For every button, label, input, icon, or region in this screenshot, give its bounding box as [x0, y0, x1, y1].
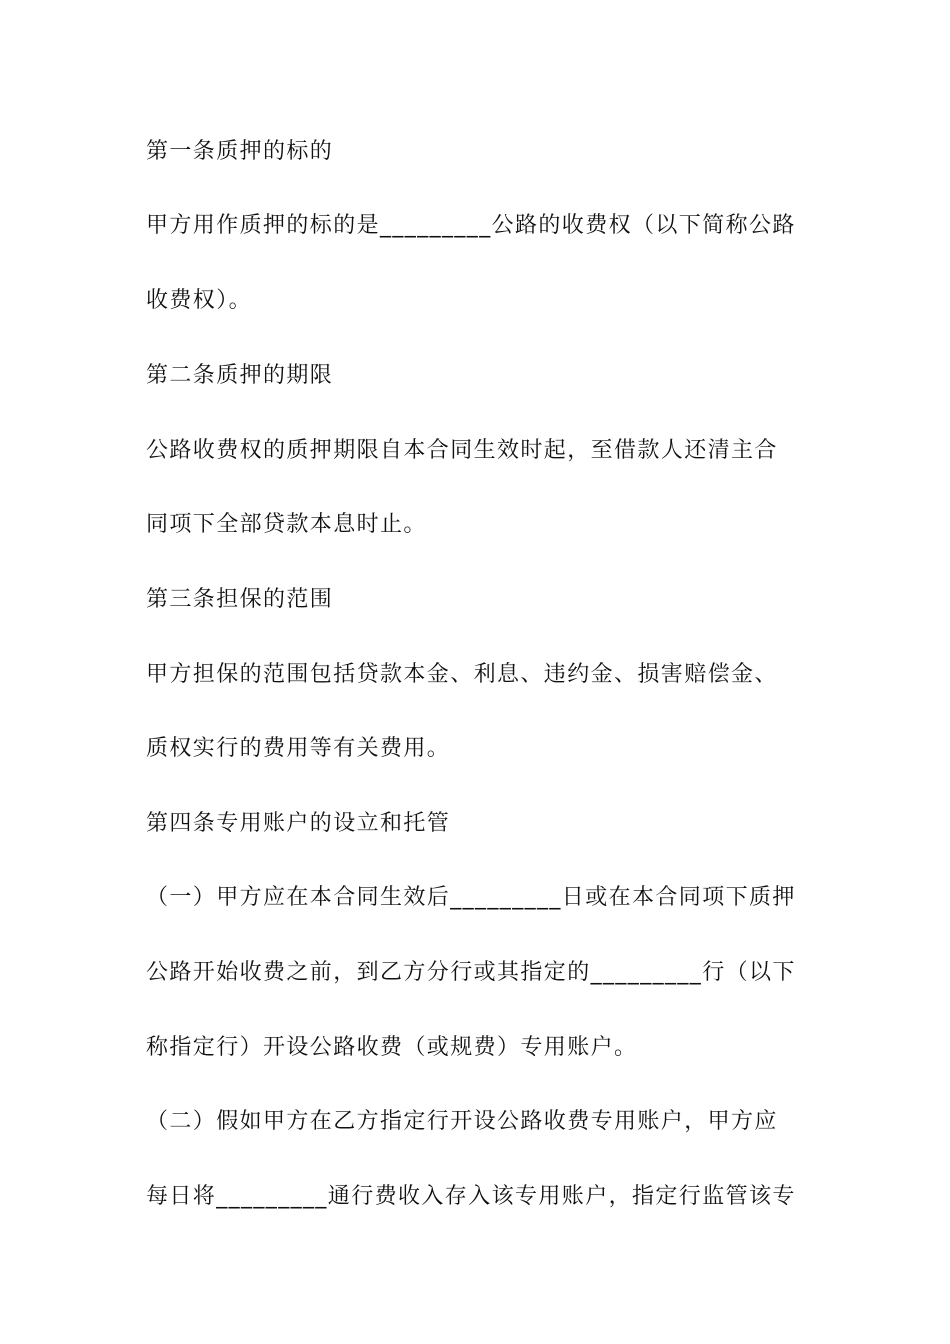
- paragraph-line: 同项下全部贷款本息时止。: [146, 512, 427, 537]
- paragraph-line: 质权实行的费用等有关费用。: [146, 736, 451, 761]
- article-1-heading: 第一条质押的标的: [146, 139, 334, 164]
- paragraph-line: 甲方担保的范围包括贷款本金、利息、违约金、损害赔偿金、: [146, 662, 778, 687]
- article-3-heading: 第三条担保的范围: [146, 587, 334, 612]
- paragraph-line: 收费权）。: [146, 288, 253, 313]
- article-4-heading: 第四条专用账户的设立和托管: [146, 811, 451, 836]
- paragraph-line: 每日将_________通行费收入存入该专用账户，指定行监管该专: [146, 1184, 796, 1209]
- paragraph-line: （一）甲方应在本合同生效后_________日或在本合同项下质押: [146, 885, 796, 910]
- paragraph-line: 称指定行）开设公路收费（或规费）专用账户。: [146, 1035, 638, 1060]
- paragraph-line: 公路收费权的质押期限自本合同生效时起，至借款人还清主合: [146, 438, 778, 463]
- paragraph-line: 公路开始收费之前，到乙方分行或其指定的_________行（以下: [146, 960, 796, 985]
- paragraph-line: （二）假如甲方在乙方指定行开设公路收费专用账户，甲方应: [146, 1109, 778, 1134]
- article-2-heading: 第二条质押的期限: [146, 363, 334, 388]
- paragraph-line: 甲方用作质押的标的是_________公路的收费权（以下简称公路: [146, 213, 796, 238]
